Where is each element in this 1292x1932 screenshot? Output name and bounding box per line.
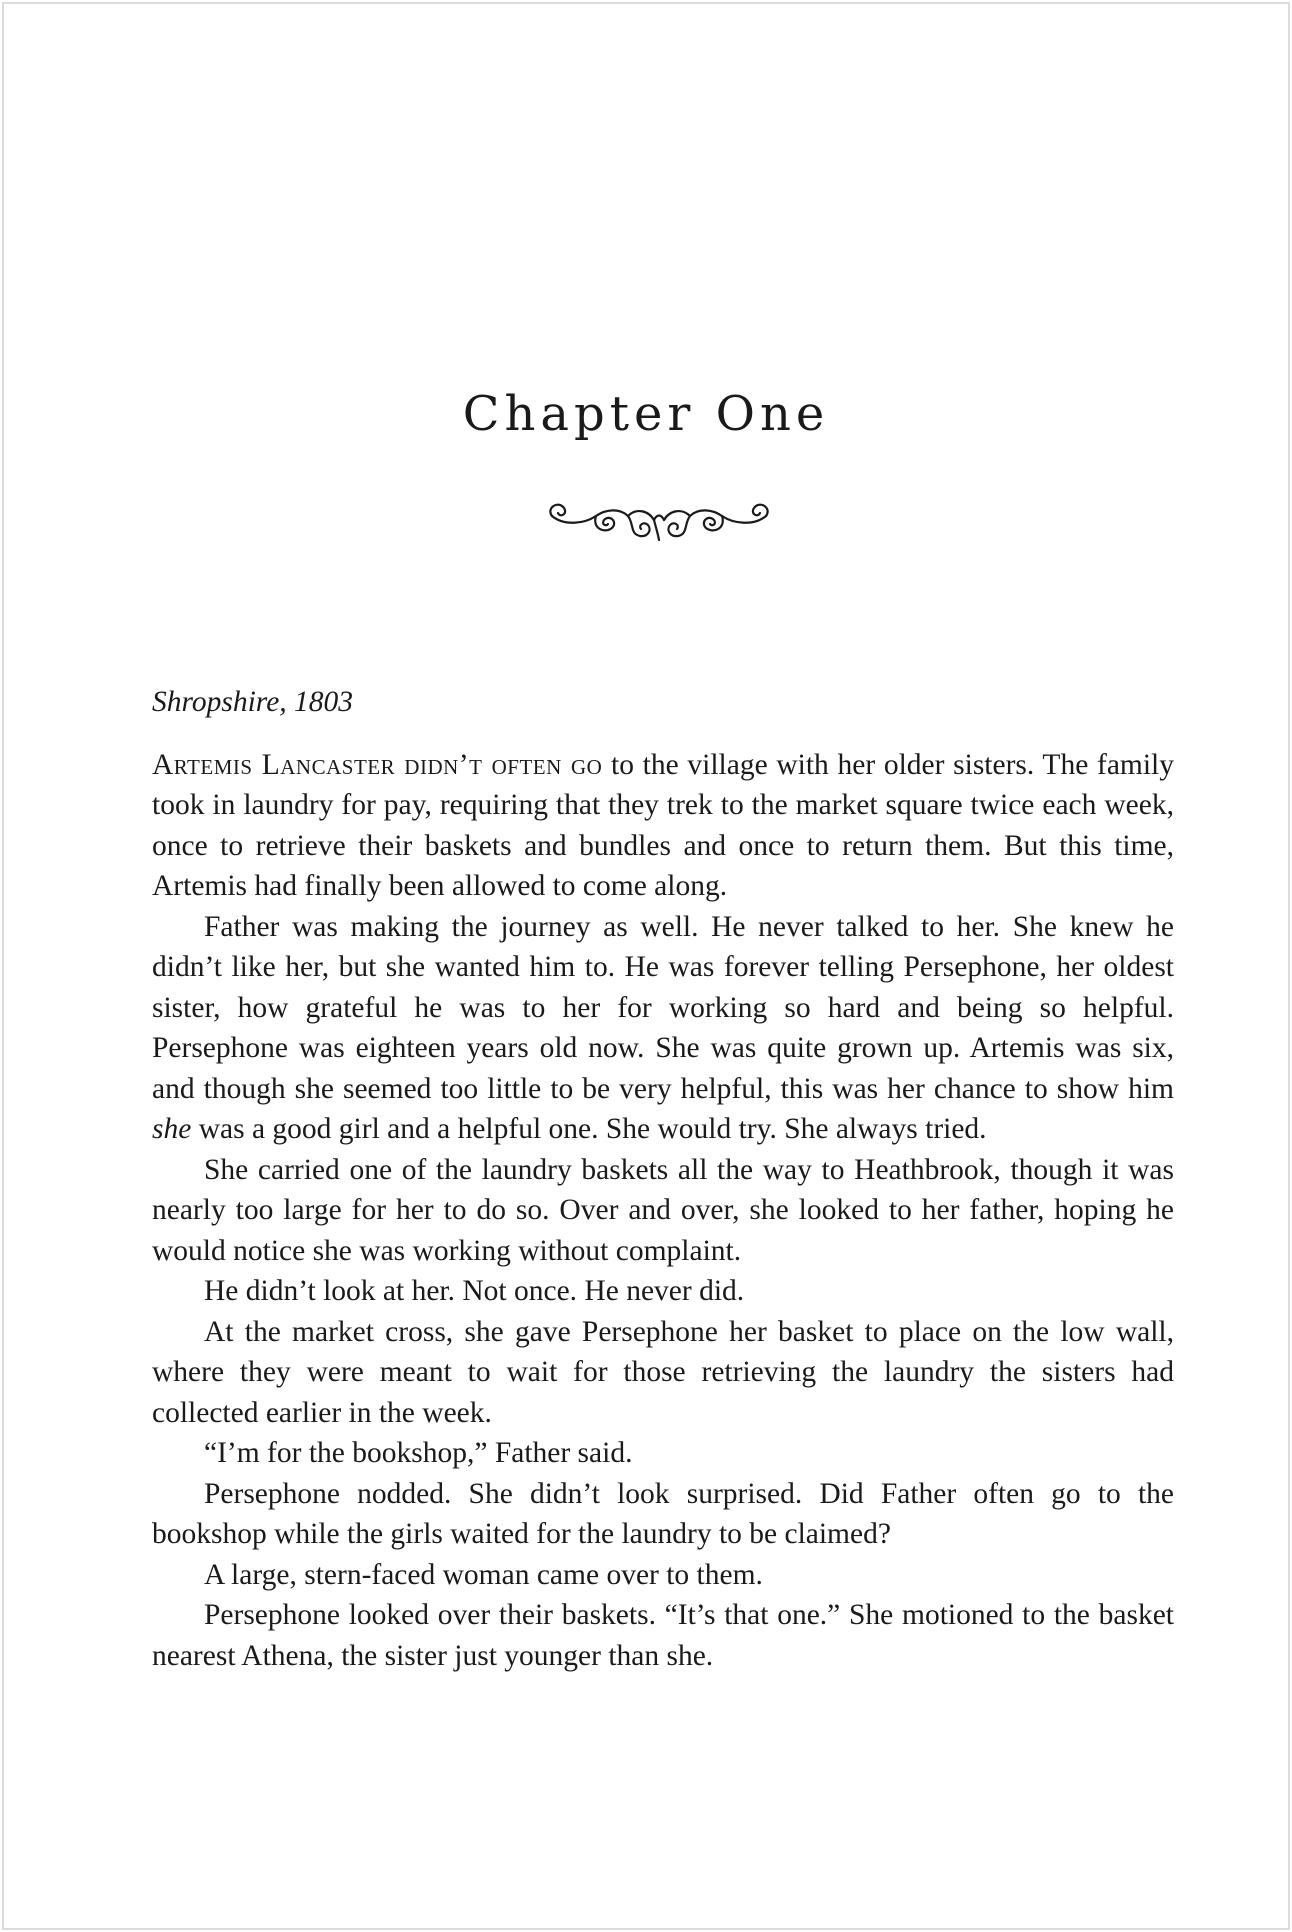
paragraph-2-text-before: Father was making the journey as well. He never talked to her. She knew he didn’t like her, but she wanted him to. He was forever telling Persephone, her oldest sister, how grateful he was to her for working so hard and being so helpful. Persephone was eighteen years old now. She was quite grown up. Artemis was six, and though she seemed too little to be very helpful, this was her chance to show him [152, 910, 1174, 1105]
paragraph-4: He didn’t look at her. Not once. He never did. [204, 1275, 745, 1307]
paragraph-8: A large, stern-faced woman came over to them. [204, 1558, 763, 1591]
chapter-title: Chapter One [462, 386, 830, 442]
paragraph-9: Persephone looked over their baskets. “It’s that one.” She motioned to the basket nearest Athena, the sister just younger than she. [152, 1599, 1174, 1672]
location-dateline: Shropshire, 1803 [152, 686, 354, 718]
paragraph-2 [152, 907, 1174, 1150]
paragraph-1-text: to the village with her older sisters. The family took in laundry for pay, requiring that they trek to the market square twice each week, once to retrieve their baskets and bundles and once to return them. But this time, Artemis had finally been allowed to come along. [152, 748, 1174, 902]
paragraph-3: She carried one of the laundry baskets all the way to Heathbrook, though it was nearly too large for her to do so. Over and over, she looked to her father, hoping he would notice she was working without complaint. [152, 1153, 1174, 1267]
paragraph-7: Persephone nodded. She didn’t look surprised. Did Father often go to the bookshop while the girls waited for the laundry to be claimed? [152, 1477, 1174, 1550]
opening-small-caps: Artemis Lancaster didn’t often go [152, 748, 603, 781]
paragraph-2-text-after: was a good girl and a helpful one. She would try. She always tried. [191, 1113, 987, 1145]
emphasized-word: she [152, 1113, 192, 1145]
paragraph-6: “I’m for the bookshop,” Father said. [204, 1437, 633, 1469]
paragraph-1 [152, 745, 1174, 907]
flourish-ornament-icon [544, 494, 774, 546]
book-page [2, 2, 1290, 1930]
chapter-body [152, 682, 1174, 1676]
paragraph-5: At the market cross, she gave Persephone her basket to place on the low wall, where they were meant to wait for those retrieving the laundry the sisters had collected earlier in the week. [152, 1315, 1174, 1429]
